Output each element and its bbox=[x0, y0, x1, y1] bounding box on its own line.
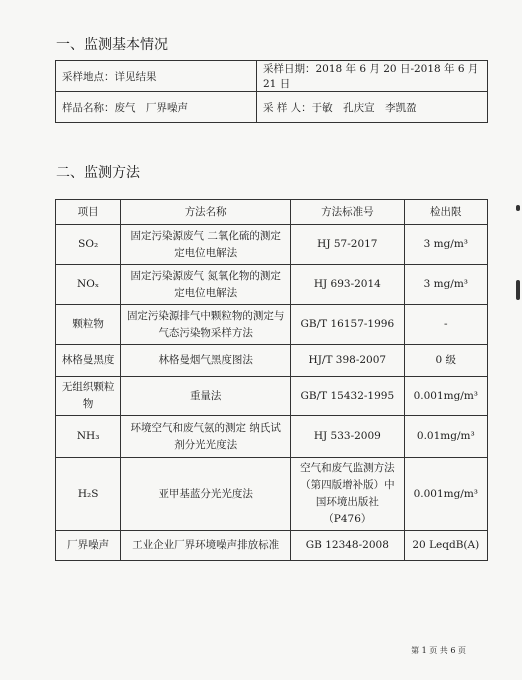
row-limit: - bbox=[404, 305, 487, 345]
row-method: 工业企业厂界环境噪声排放标准 bbox=[121, 531, 291, 561]
row-item: 厂界噪声 bbox=[56, 531, 121, 561]
basic-info-table bbox=[55, 60, 488, 123]
table-row bbox=[56, 305, 488, 345]
scan-edge-mark bbox=[516, 205, 520, 211]
table-row bbox=[56, 458, 488, 531]
row-limit: 0.01mg/m³ bbox=[404, 416, 487, 458]
methods-table bbox=[55, 199, 488, 561]
page-number: 第 1 页 共 6 页 bbox=[411, 646, 466, 655]
methods-header-row bbox=[56, 200, 488, 225]
row-limit: 3 mg/m³ bbox=[404, 265, 487, 305]
row-limit: 0.001mg/m³ bbox=[404, 377, 487, 416]
section-1-title: 一、监测基本情况 bbox=[56, 37, 168, 53]
row-limit: 0.001mg/m³ bbox=[404, 458, 487, 531]
row-standard: GB/T 15432-1995 bbox=[291, 377, 405, 416]
row-item: NH₃ bbox=[56, 416, 121, 458]
table-row bbox=[56, 416, 488, 458]
row-item: 无组织颗粒物 bbox=[56, 377, 121, 416]
row-standard: GB/T 16157-1996 bbox=[291, 305, 405, 345]
row-standard: GB 12348-2008 bbox=[291, 531, 405, 561]
sampling-date: 采样日期：2018 年 6 月 20 日-2018 年 6 月 21 日 bbox=[257, 61, 488, 92]
row-method: 固定污染源排气中颗粒物的测定与气态污染物采样方法 bbox=[121, 305, 291, 345]
row-item: 颗粒物 bbox=[56, 305, 121, 345]
table-row bbox=[56, 265, 488, 305]
sampler: 采 样 人：于敏 孔庆宣 李凯盈 bbox=[257, 92, 488, 123]
row-standard: HJ/T 398-2007 bbox=[291, 345, 405, 377]
table-row bbox=[56, 345, 488, 377]
row-standard: HJ 693-2014 bbox=[291, 265, 405, 305]
row-limit: 20 LeqdB(A) bbox=[404, 531, 487, 561]
row-standard: 空气和废气监测方法（第四版增补版）中国环境出版社（P476） bbox=[291, 458, 405, 531]
table-row bbox=[56, 225, 488, 265]
sample-name: 样品名称：废气 厂界噪声 bbox=[56, 92, 257, 123]
row-item: H₂S bbox=[56, 458, 121, 531]
section-2-title: 二、监测方法 bbox=[56, 165, 140, 181]
row-item: SO₂ bbox=[56, 225, 121, 265]
header-method: 方法名称 bbox=[121, 200, 291, 225]
header-standard: 方法标准号 bbox=[291, 200, 405, 225]
table-row bbox=[56, 377, 488, 416]
header-limit: 检出限 bbox=[404, 200, 487, 225]
header-item: 项目 bbox=[56, 200, 121, 225]
sampling-site: 采样地点：详见结果 bbox=[56, 61, 257, 92]
row-method: 重量法 bbox=[121, 377, 291, 416]
table-row bbox=[56, 531, 488, 561]
row-standard: HJ 57-2017 bbox=[291, 225, 405, 265]
row-item: 林格曼黑度 bbox=[56, 345, 121, 377]
row-method: 环境空气和废气氨的测定 纳氏试剂分光光度法 bbox=[121, 416, 291, 458]
row-method: 林格曼烟气黑度图法 bbox=[121, 345, 291, 377]
row-item: NOₓ bbox=[56, 265, 121, 305]
row-method: 固定污染源废气 氮氧化物的测定 定电位电解法 bbox=[121, 265, 291, 305]
row-limit: 3 mg/m³ bbox=[404, 225, 487, 265]
row-standard: HJ 533-2009 bbox=[291, 416, 405, 458]
scan-edge-mark bbox=[516, 280, 520, 300]
row-method: 亚甲基蓝分光光度法 bbox=[121, 458, 291, 531]
row-method: 固定污染源废气 二氧化硫的测定 定电位电解法 bbox=[121, 225, 291, 265]
row-limit: 0 级 bbox=[404, 345, 487, 377]
